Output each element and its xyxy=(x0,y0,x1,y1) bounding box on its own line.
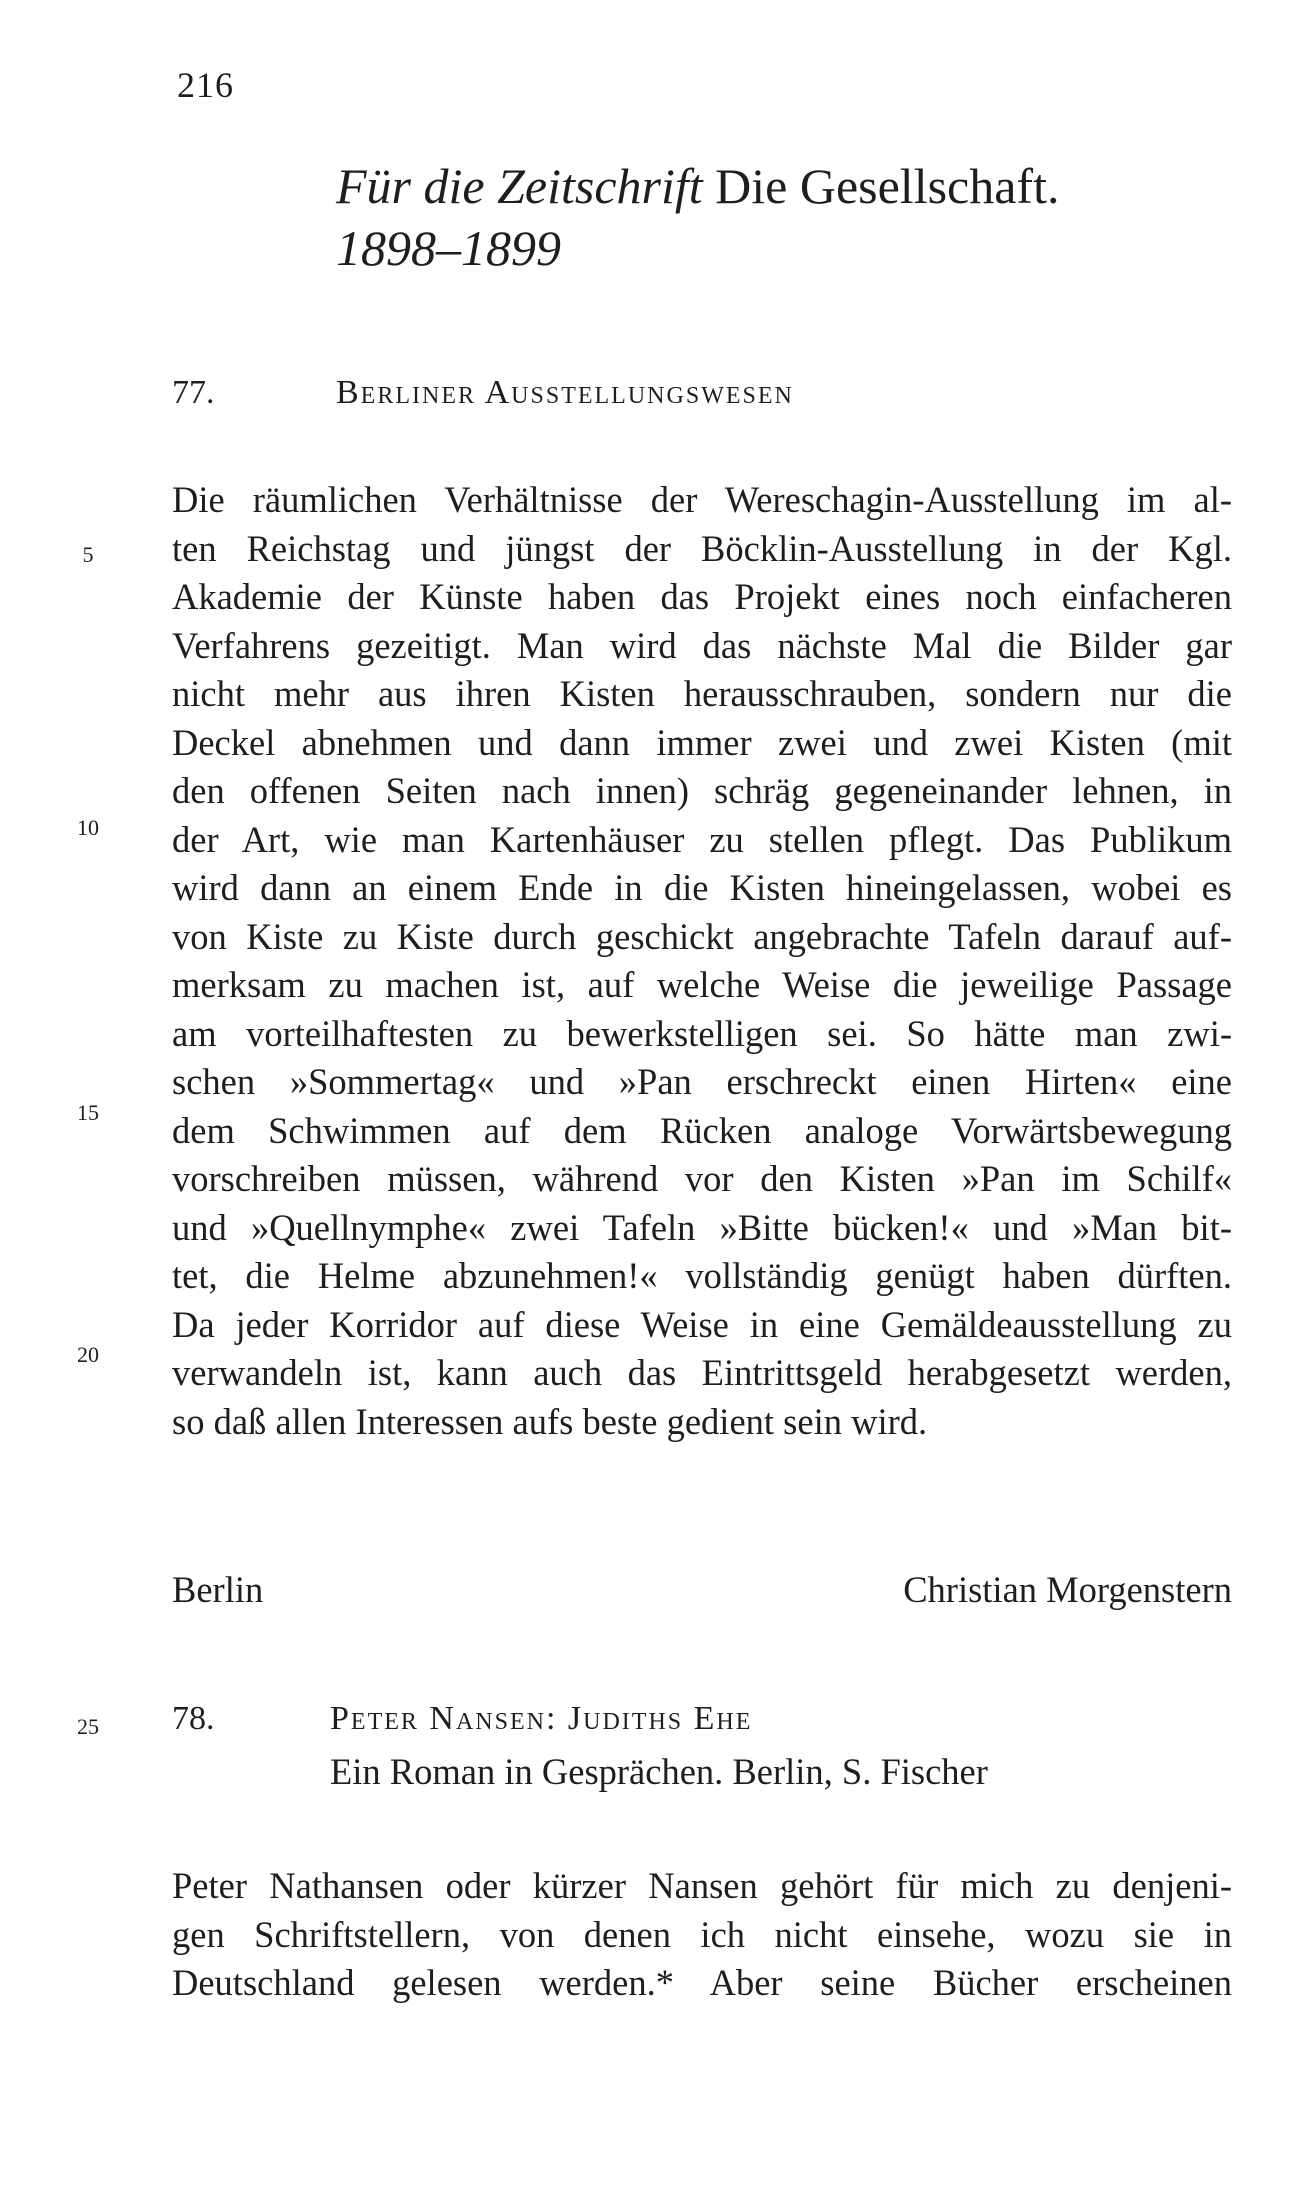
text-line: so daß allen Interessen aufs beste gedient sein wird. xyxy=(172,1400,928,1442)
line-number: 20 xyxy=(77,1342,99,1367)
signature-place: Berlin xyxy=(172,1569,264,1610)
text-line: wird dann an einem Ende in die Kisten hineingelassen, wobei es xyxy=(172,867,1232,908)
text-line: Verfahrens gezeitigt. Man wird das nächste Mal die Bilder gar xyxy=(172,624,1232,666)
entry-78-title: Peter Nansen: Judiths Ehe xyxy=(330,1700,753,1737)
line-number: 15 xyxy=(77,1100,99,1125)
entry-78-subtitle: Ein Roman in Gesprächen. Berlin, S. Fischer xyxy=(330,1751,988,1792)
heading-italic-prefix: Für die Zeitschrift xyxy=(336,158,703,214)
entry-77-number: 77. xyxy=(172,374,215,411)
line-number: 10 xyxy=(77,815,99,840)
text-line: von Kiste zu Kiste durch geschickt angebrachte Tafeln darauf auf- xyxy=(172,915,1232,957)
text-line: den offenen Seiten nach innen) schräg gegeneinander lehnen, in xyxy=(172,770,1232,811)
text-line: und »Quellnymphe« zwei Tafeln »Bitte bücken!« und »Man bit- xyxy=(172,1206,1232,1248)
text-line: schen »Sommertag« und »Pan erschreckt einen Hirten« eine xyxy=(172,1061,1232,1102)
text-line: Deutschland gelesen werden.* Aber seine Bücher erscheinen xyxy=(172,1962,1232,2003)
text-line: Peter Nathansen oder kürzer Nansen gehört für mich zu denjeni- xyxy=(172,1865,1232,1906)
text-line: dem Schwimmen auf dem Rücken analoge Vorwärtsbewegung xyxy=(172,1109,1232,1151)
entry-78-body xyxy=(172,1862,1232,2008)
heading-years: 1898–1899 xyxy=(336,220,561,276)
page-number: 216 xyxy=(177,65,234,105)
entry-78-number: 78. xyxy=(172,1700,215,1737)
text-line: Akademie der Künste haben das Projekt eines noch einfacheren xyxy=(172,576,1232,617)
text-line: vorschreiben müssen, während vor den Kisten »Pan im Schilf« xyxy=(172,1158,1232,1199)
text-line: gen Schriftstellern, von denen ich nicht einsehe, wozu sie in xyxy=(172,1913,1232,1955)
text-line: Da jeder Korridor auf diese Weise in eine Gemäldeausstellung zu xyxy=(172,1303,1232,1345)
signature-author: Christian Morgenstern xyxy=(903,1569,1232,1610)
text-line: am vorteilhaftesten zu bewerkstelligen sei. So hätte man zwi- xyxy=(172,1012,1232,1054)
text-line: tet, die Helme abzunehmen!« vollständig genügt haben dürften. xyxy=(172,1255,1232,1296)
line-number: 25 xyxy=(77,1714,99,1739)
line-number: 5 xyxy=(82,542,94,567)
text-line: verwandeln ist, kann auch das Eintrittsgeld herabgesetzt werden, xyxy=(172,1352,1232,1393)
entry-77-body xyxy=(172,476,1232,1446)
text-line: der Art, wie man Kartenhäuser zu stellen pflegt. Das Publikum xyxy=(172,818,1232,860)
text-line: merksam zu machen ist, auf welche Weise die jeweilige Passage xyxy=(172,964,1232,1005)
text-line: Die räumlichen Verhältnisse der Wereschagin-Ausstellung im al- xyxy=(172,479,1232,520)
heading-title: Die Gesellschaft. xyxy=(715,158,1060,214)
entry-77-title: Berliner Ausstellungswesen xyxy=(336,374,794,411)
text-line: ten Reichstag und jüngst der Böcklin-Ausstellung in der Kgl. xyxy=(172,527,1232,569)
section-heading xyxy=(336,155,1059,279)
text-line: Deckel abnehmen und dann immer zwei und zwei Kisten (mit xyxy=(172,721,1232,763)
text-line: nicht mehr aus ihren Kisten herausschrauben, sondern nur die xyxy=(172,673,1232,714)
